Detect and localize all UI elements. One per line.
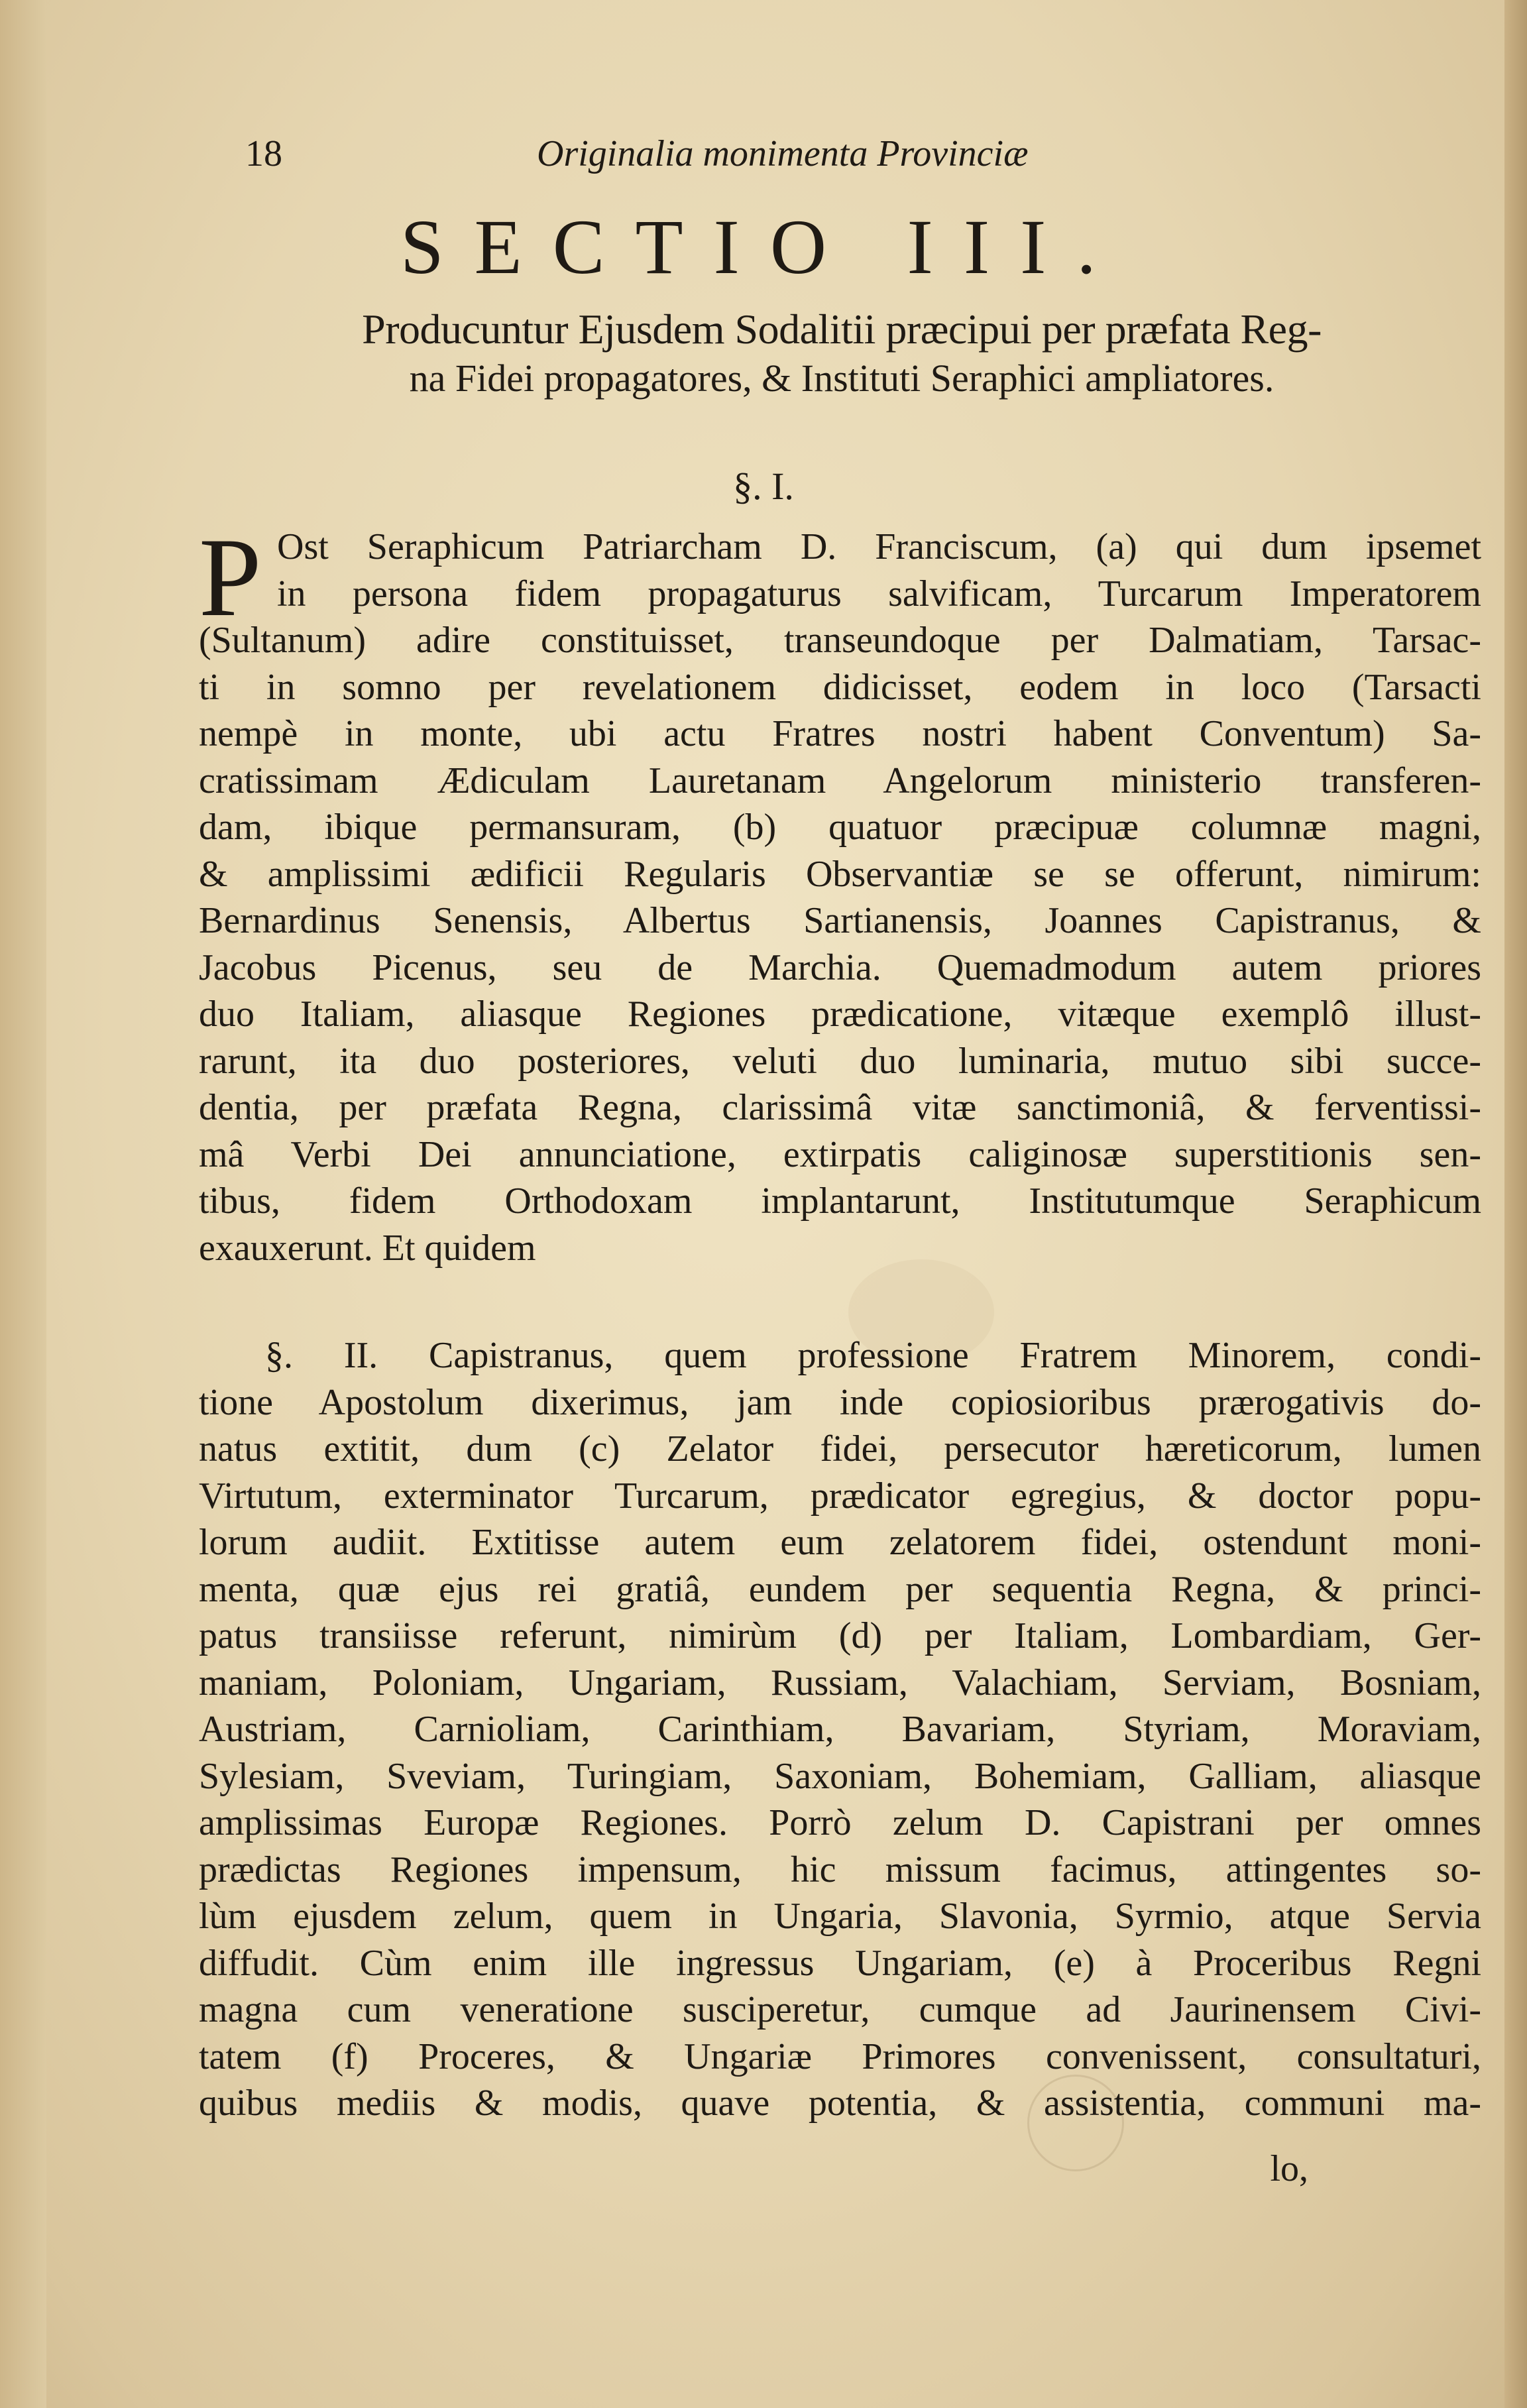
- text-line: & amplissimi ædificii Regularis Observantiæ se se offerunt, nimirum:: [199, 853, 1481, 895]
- page-gutter: [0, 0, 46, 2408]
- subtitle-line: Producuntur Ejusdem Sodalitii præcipui per præfata Reg-: [362, 306, 1322, 353]
- text-line: Sylesiam, Sveviam, Turingiam, Saxoniam, Bohemiam, Galliam, aliasque: [199, 1755, 1481, 1797]
- text-line: patus transiisse referunt, nimirùm (d) per Italiam, Lombardiam, Ger-: [199, 1615, 1481, 1656]
- section-subtitle: [199, 305, 1485, 403]
- text-line: maniam, Poloniam, Ungariam, Russiam, Valachiam, Serviam, Bosniam,: [199, 1662, 1481, 1703]
- text-line: (Sultanum) adire constituisset, transeundoque per Dalmatiam, Tarsac-: [199, 620, 1481, 661]
- page-edge: [1504, 0, 1527, 2408]
- text-line: Bernardinus Senensis, Albertus Sartianensis, Joannes Capistranus, &: [199, 900, 1481, 941]
- text-line: quibus mediis & modis, quave potentia, & assistentia, communi ma-: [199, 2083, 1481, 2124]
- text-line: Virtutum, exterminator Turcarum, prædicator egregius, & doctor popu-: [199, 1475, 1481, 1517]
- text-line: duo Italiam, aliasque Regiones prædicatione, vitæque exemplô illust-: [199, 994, 1481, 1035]
- paragraph-2: [199, 1332, 1481, 2127]
- text-line: rarunt, ita duo posteriores, veluti duo luminaria, mutuo sibi succe-: [199, 1040, 1481, 1082]
- text-line: menta, quæ ejus rei gratiâ, eundem per sequentia Regna, & princi-: [199, 1568, 1481, 1610]
- text-line: in persona fidem propagaturus salvificam, Turcarum Imperatorem: [277, 573, 1481, 614]
- text-line: tatem (f) Proceres, & Ungariæ Primores convenissent, consultaturi,: [199, 2035, 1481, 2077]
- text-line: Ost Seraphicum Patriarcham D. Franciscum, (a) qui dum ipsemet: [277, 526, 1481, 567]
- text-line: mâ Verbi Dei annunciatione, extirpatis caliginosæ superstitionis sen-: [199, 1133, 1481, 1175]
- text-line: Jacobus Picenus, seu de Marchia. Quemadmodum autem priores: [199, 946, 1481, 988]
- catchword: lo,: [1270, 2148, 1308, 2189]
- running-title: Originalia monimenta Provinciæ: [537, 133, 1029, 174]
- page-number: 18: [245, 133, 282, 174]
- text-line: dam, ibique permansuram, (b) quatuor præcipuæ columnæ magni,: [199, 807, 1481, 848]
- text-line: dentia, per præfata Regna, clarissimâ vitæ sanctimoniâ, & ferventissi-: [199, 1087, 1481, 1128]
- subtitle-line: na Fidei propagatores, & Instituti Seraphici ampliatores.: [409, 357, 1274, 400]
- paragraph-1: [199, 515, 1481, 1271]
- text-line: tibus, fidem Orthodoxam implantarunt, Institutumque Seraphicum: [199, 1180, 1481, 1222]
- paragraph-mark: §. I.: [733, 465, 794, 508]
- text-line: cratissimam Ædiculam Lauretanam Angelorum ministerio transferen-: [199, 760, 1481, 801]
- drop-cap: P: [199, 515, 262, 640]
- text-line: §. II. Capistranus, quem professione Fratrem Minorem, condi-: [265, 1335, 1481, 1376]
- text-line: exauxerunt. Et quidem: [199, 1227, 536, 1269]
- text-line: natus extitit, dum (c) Zelator fidei, persecutor hæreticorum, lumen: [199, 1428, 1481, 1469]
- text-line: lorum audiit. Extitisse autem eum zelatorem fidei, ostendunt moni-: [199, 1522, 1481, 1563]
- text-line: amplissimas Europæ Regiones. Porrò zelum D. Capistrani per omnes: [199, 1802, 1481, 1843]
- text-line: nempè in monte, ubi actu Fratres nostri habent Conventum) Sa-: [199, 713, 1481, 754]
- text-line: ti in somno per revelationem didicisset, eodem in loco (Tarsacti: [199, 666, 1481, 708]
- text-line: magna cum veneratione susciperetur, cumque ad Jaurinensem Civi-: [199, 1989, 1481, 2030]
- running-header: [245, 133, 1206, 186]
- text-line: tione Apostolum dixerimus, jam inde copiosioribus prærogativis do-: [199, 1381, 1481, 1423]
- text-line: Austriam, Carnioliam, Carinthiam, Bavariam, Styriam, Moraviam,: [199, 1709, 1481, 1750]
- text-line: diffudit. Cùm enim ille ingressus Ungariam, (e) à Proceribus Regni: [199, 1942, 1481, 1984]
- section-title: SECTIO III.: [400, 203, 1127, 290]
- text-line: prædictas Regiones impensum, hic missum facimus, attingentes so-: [199, 1849, 1481, 1890]
- text-line: lùm ejusdem zelum, quem in Ungaria, Slavonia, Syrmio, atque Servia: [199, 1896, 1481, 1937]
